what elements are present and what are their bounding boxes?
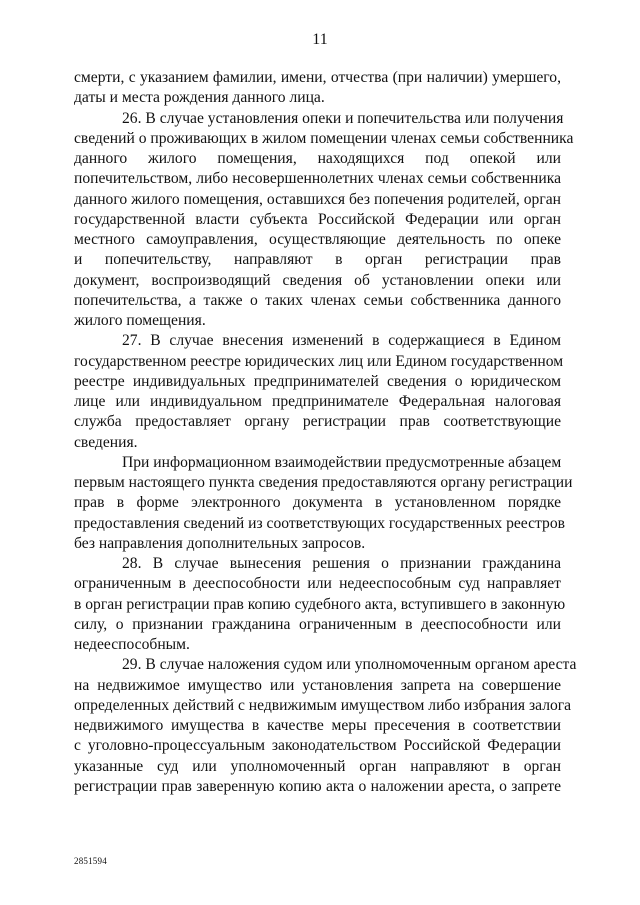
text-line: регистрации прав заверенную копию акта о наложении ареста, о запрете — [74, 777, 561, 795]
text-line: государственной власти субъекта Российской Федерации или орган — [74, 210, 561, 228]
text-line: определенных действий с недвижимым имуществом либо избрания залога — [74, 696, 572, 714]
text-line: без направления дополнительных запросов. — [74, 534, 366, 552]
text-line: жилого помещения. — [74, 312, 206, 329]
text-line: прав в форме электронного документа в установленном порядке — [74, 494, 561, 512]
text-line: данного жилого помещения, находящихся под опекой или — [74, 150, 561, 167]
document-code: 2851594 — [74, 856, 107, 866]
text-line: данного жилого помещения, оставшихся без попечения родителей, орган — [74, 190, 561, 208]
text-line: служба предоставляет органу регистрации прав соответствующие — [74, 413, 561, 431]
text-line: смерти, с указанием фамилии, имени, отчества (при наличии) умершего, — [74, 69, 561, 86]
text-line: ограниченным в дееспособности или недееспособным суд направляет — [74, 575, 561, 593]
text-line: документ, воспроизводящий сведения об установлении опеки или — [74, 271, 561, 289]
text-line: местного самоуправления, осуществляющие деятельность по опеке — [74, 231, 561, 248]
paragraph-29-start: 29. В случае наложения судом или уполномоченным органом ареста — [122, 656, 577, 674]
text-line: с уголовно-процессуальным законодательством Российской Федерации — [74, 737, 561, 755]
text-line: реестре индивидуальных предпринимателей сведения о юридическом — [74, 372, 561, 390]
text-line: попечительства, а также о таких членах семьи собственника данного — [74, 291, 561, 309]
text-line: первым настоящего пункта сведения предоставляются органу регистрации — [74, 474, 573, 491]
text-line: силу, о признании гражданина ограниченным в дееспособности или — [74, 615, 561, 633]
text-line: недвижимого имущества в качестве меры пресечения в соответствии — [74, 717, 561, 734]
paragraph-26-start: 26. В случае установления опеки и попечительства или получения — [122, 109, 564, 127]
text-line: на недвижимое имущество или установления запрета на совершение — [74, 676, 561, 694]
paragraph-27-start: 27. В случае внесения изменений в содержащиеся в Едином — [122, 332, 561, 350]
text-line: государственном реестре юридических лиц или Едином государственном — [74, 352, 564, 370]
text-line: сведения. — [74, 433, 138, 451]
text-line: недееспособным. — [74, 636, 190, 653]
text-line: лице или индивидуальном предпринимателе Федеральная налоговая — [74, 393, 561, 410]
text-line: сведений о проживающих в жилом помещении членах семьи собственника — [74, 129, 574, 147]
text-line: и попечительству, направляют в орган регистрации прав — [74, 251, 561, 269]
text-line: в орган регистрации прав копию судебного акта, вступившего в законную — [74, 595, 566, 613]
document-body — [74, 68, 577, 797]
text-line: попечительством, либо несовершеннолетних членах семьи собственника — [74, 170, 561, 188]
text-line: предоставления сведений из соответствующих государственных реестров — [74, 514, 566, 532]
paragraph-28-start: 28. В случае вынесения решения о признании гражданина — [122, 555, 561, 572]
text-line: указанные суд или уполномоченный орган направляют в орган — [74, 757, 561, 775]
text-line: даты и места рождения данного лица. — [74, 89, 325, 107]
paragraph-27-second-start: При информационном взаимодействии предусмотренные абзацем — [122, 453, 562, 471]
page-number: 11 — [312, 31, 328, 48]
